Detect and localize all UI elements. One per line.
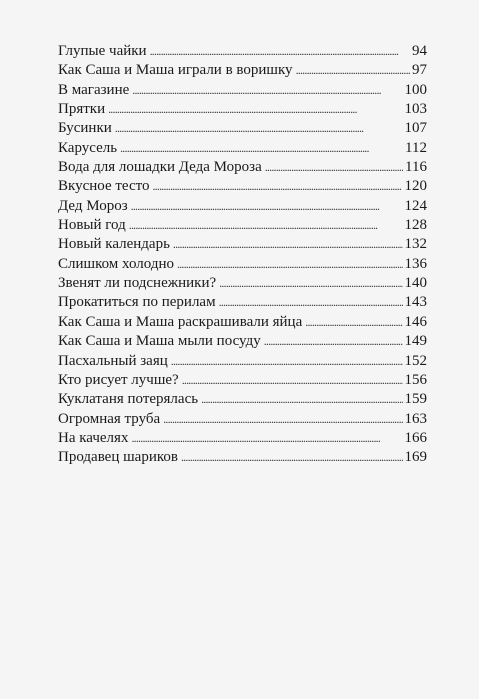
toc-entry-page-number: 132	[404, 236, 427, 253]
toc-entry-title: Пасхальный заяц	[58, 352, 168, 369]
dot-leader	[129, 216, 403, 235]
toc-entry	[58, 390, 427, 409]
toc-entry-title: Огромная труба	[58, 410, 161, 427]
toc-entry-title: Прятки	[58, 101, 106, 118]
toc-entry-page-number: 143	[404, 294, 427, 311]
toc-entry-title: Кто рисует лучше?	[58, 371, 179, 388]
toc-entry-title: Глупые чайки	[58, 43, 147, 59]
toc-entry-page-number: 103	[404, 101, 427, 118]
toc-entry-page-number: 100	[404, 81, 427, 98]
toc-entry-page-number: 107	[404, 120, 427, 137]
toc-entry	[58, 139, 427, 158]
dot-leader	[120, 139, 403, 158]
dot-leader	[201, 390, 402, 409]
dot-leader	[131, 197, 403, 216]
toc-entry-page-number: 149	[404, 333, 427, 350]
toc-entry-page-number: 136	[404, 255, 427, 272]
toc-entry-page-number: 116	[405, 159, 427, 176]
dot-leader	[296, 61, 410, 80]
dot-leader	[219, 274, 402, 293]
toc-entry	[58, 81, 427, 100]
toc-entry-page-number: 94	[412, 43, 427, 59]
toc-entry-page-number: 156	[404, 371, 427, 388]
toc-entry	[58, 332, 427, 351]
dot-leader	[177, 255, 403, 274]
dot-leader	[182, 371, 403, 390]
toc-entry	[58, 197, 427, 216]
toc-entry	[58, 448, 427, 467]
dot-leader	[152, 177, 402, 196]
toc-entry-title: Бусинки	[58, 120, 112, 137]
toc-entry-title: Звенят ли подснежники?	[58, 275, 217, 292]
dot-leader	[132, 81, 402, 100]
toc-entry-title: Слишком холодно	[58, 255, 174, 272]
dot-leader	[305, 313, 402, 332]
toc-entry	[58, 255, 427, 274]
toc-entry-page-number: 140	[404, 275, 427, 292]
dot-leader	[163, 410, 402, 429]
toc-entry-title: Продавец шариков	[58, 449, 178, 466]
toc-entry-title: Прокатиться по перилам	[58, 294, 216, 311]
toc-entry-title: Вкусное тесто	[58, 178, 150, 195]
toc-entry	[58, 216, 427, 235]
toc-entry-title: На качелях	[58, 429, 129, 446]
toc-entry	[58, 42, 427, 61]
toc-entry-title: Как Саша и Маша играли в воришку	[58, 62, 293, 79]
toc-entry	[58, 158, 427, 177]
toc-entry-title: Вода для лошадки Деда Мороза	[58, 159, 262, 176]
toc-entry-title: Карусель	[58, 139, 118, 156]
toc-entry-title: Новый календарь	[58, 236, 170, 253]
toc-entry	[58, 119, 427, 138]
dot-leader	[219, 293, 403, 312]
toc-entry	[58, 429, 427, 448]
dot-leader	[171, 352, 403, 371]
toc-entry	[58, 235, 427, 254]
toc-entry	[58, 313, 427, 332]
table-of-contents	[58, 42, 427, 468]
dot-leader	[115, 119, 403, 138]
toc-entry-page-number: 120	[404, 178, 427, 195]
dot-leader	[264, 332, 403, 351]
toc-entry-page-number: 163	[404, 410, 427, 427]
toc-entry-page-number: 112	[405, 139, 427, 156]
toc-entry-page-number: 169	[404, 449, 427, 466]
toc-entry	[58, 100, 427, 119]
toc-entry-title: Куклатаня потерялась	[58, 391, 199, 408]
toc-entry	[58, 352, 427, 371]
toc-entry	[58, 274, 427, 293]
toc-entry	[58, 61, 427, 80]
toc-entry-page-number: 159	[404, 391, 427, 408]
toc-entry	[58, 410, 427, 429]
toc-entry-title: Как Саша и Маша раскрашивали яйца	[58, 313, 303, 330]
toc-entry	[58, 177, 427, 196]
dot-leader	[131, 429, 402, 448]
toc-entry-page-number: 152	[404, 352, 427, 369]
toc-entry	[58, 293, 427, 312]
dot-leader	[108, 100, 402, 119]
toc-entry	[58, 371, 427, 390]
dot-leader	[173, 235, 403, 254]
toc-entry-title: В магазине	[58, 81, 130, 98]
toc-entry-title: Новый год	[58, 217, 126, 234]
toc-entry-title: Дед Мороз	[58, 197, 128, 214]
toc-entry-page-number: 97	[412, 62, 427, 79]
toc-entry-page-number: 128	[404, 217, 427, 234]
dot-leader	[265, 158, 403, 177]
dot-leader	[181, 448, 403, 467]
toc-entry-page-number: 146	[404, 313, 427, 330]
toc-entry-title: Как Саша и Маша мыли посуду	[58, 333, 261, 350]
dot-leader	[150, 42, 410, 61]
toc-entry-page-number: 124	[404, 197, 427, 214]
toc-entry-page-number: 166	[404, 429, 427, 446]
